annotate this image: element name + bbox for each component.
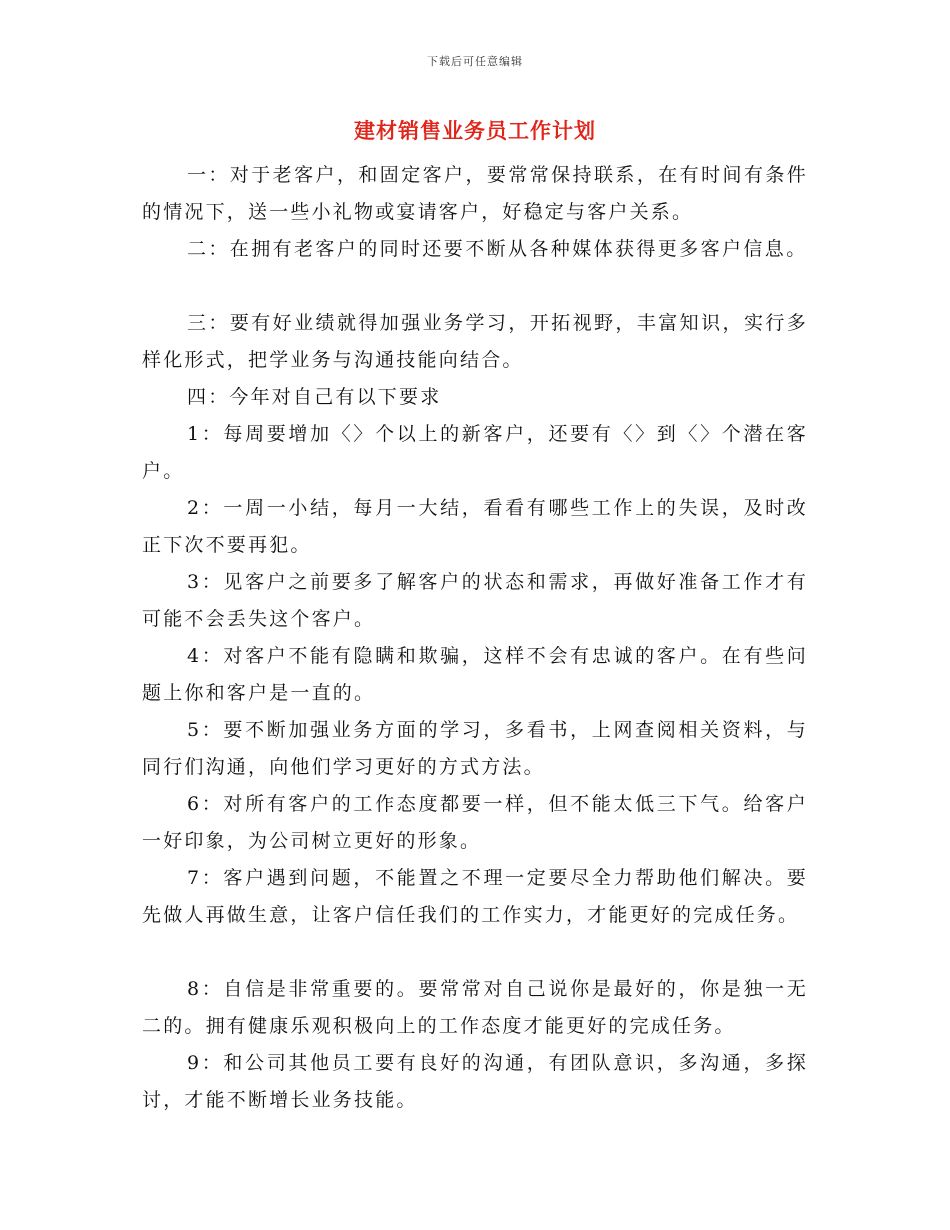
requirement-4: 4：对客户不能有隐瞒和欺骗，这样不会有忠诚的客户。在有些问题上你和客户是一直的。 xyxy=(142,645,808,704)
header-note: 下载后可任意编辑 xyxy=(427,55,523,68)
requirement-7: 7：客户遇到问题，不能置之不理一定要尽全力帮助他们解决。要先做人再做生意，让客户信任我们的工作实力，才能更好的完成任务。 xyxy=(142,867,808,926)
paragraph-3: 三：要有好业绩就得加强业务学习，开拓视野，丰富知识，实行多样化形式，把学业务与沟通技能向结合。 xyxy=(142,312,808,371)
requirement-5: 5：要不断加强业务方面的学习，多看书，上网查阅相关资料，与同行们沟通，向他们学习更好的方式方法。 xyxy=(142,719,808,778)
blank-line xyxy=(142,934,808,971)
requirement-8: 8：自信是非常重要的。要常常对自己说你是最好的，你是独一无二的。拥有健康乐观积极向上的工作态度才能更好的完成任务。 xyxy=(142,978,808,1037)
blank-line xyxy=(142,268,808,305)
paragraph-2: 二：在拥有老客户的同时还要不断从各种媒体获得更多客户信息。 xyxy=(187,238,808,260)
paragraph-4: 四：今年对自己有以下要求 xyxy=(187,386,442,408)
document-title: 建材销售业务员工作计划 xyxy=(354,118,596,143)
paragraph-1: 一：对于老客户，和固定客户，要常常保持联系，在有时间有条件的情况下，送一些小礼物或宴请客户，好稳定与客户关系。 xyxy=(142,164,808,223)
requirement-2: 2：一周一小结，每月一大结，看看有哪些工作上的失误，及时改正下次不要再犯。 xyxy=(142,497,808,556)
requirement-6: 6：对所有客户的工作态度都要一样，但不能太低三下气。给客户一好印象，为公司树立更好的形象。 xyxy=(142,793,808,852)
requirement-1: 1：每周要增加〈〉个以上的新客户，还要有〈〉到〈〉个潜在客户。 xyxy=(142,423,808,482)
document-body xyxy=(142,157,808,1119)
requirement-3: 3：见客户之前要多了解客户的状态和需求，再做好准备工作才有可能不会丢失这个客户。 xyxy=(142,571,808,630)
requirement-9: 9：和公司其他员工要有良好的沟通，有团队意识，多沟通，多探讨，才能不断增长业务技能。 xyxy=(142,1052,808,1111)
